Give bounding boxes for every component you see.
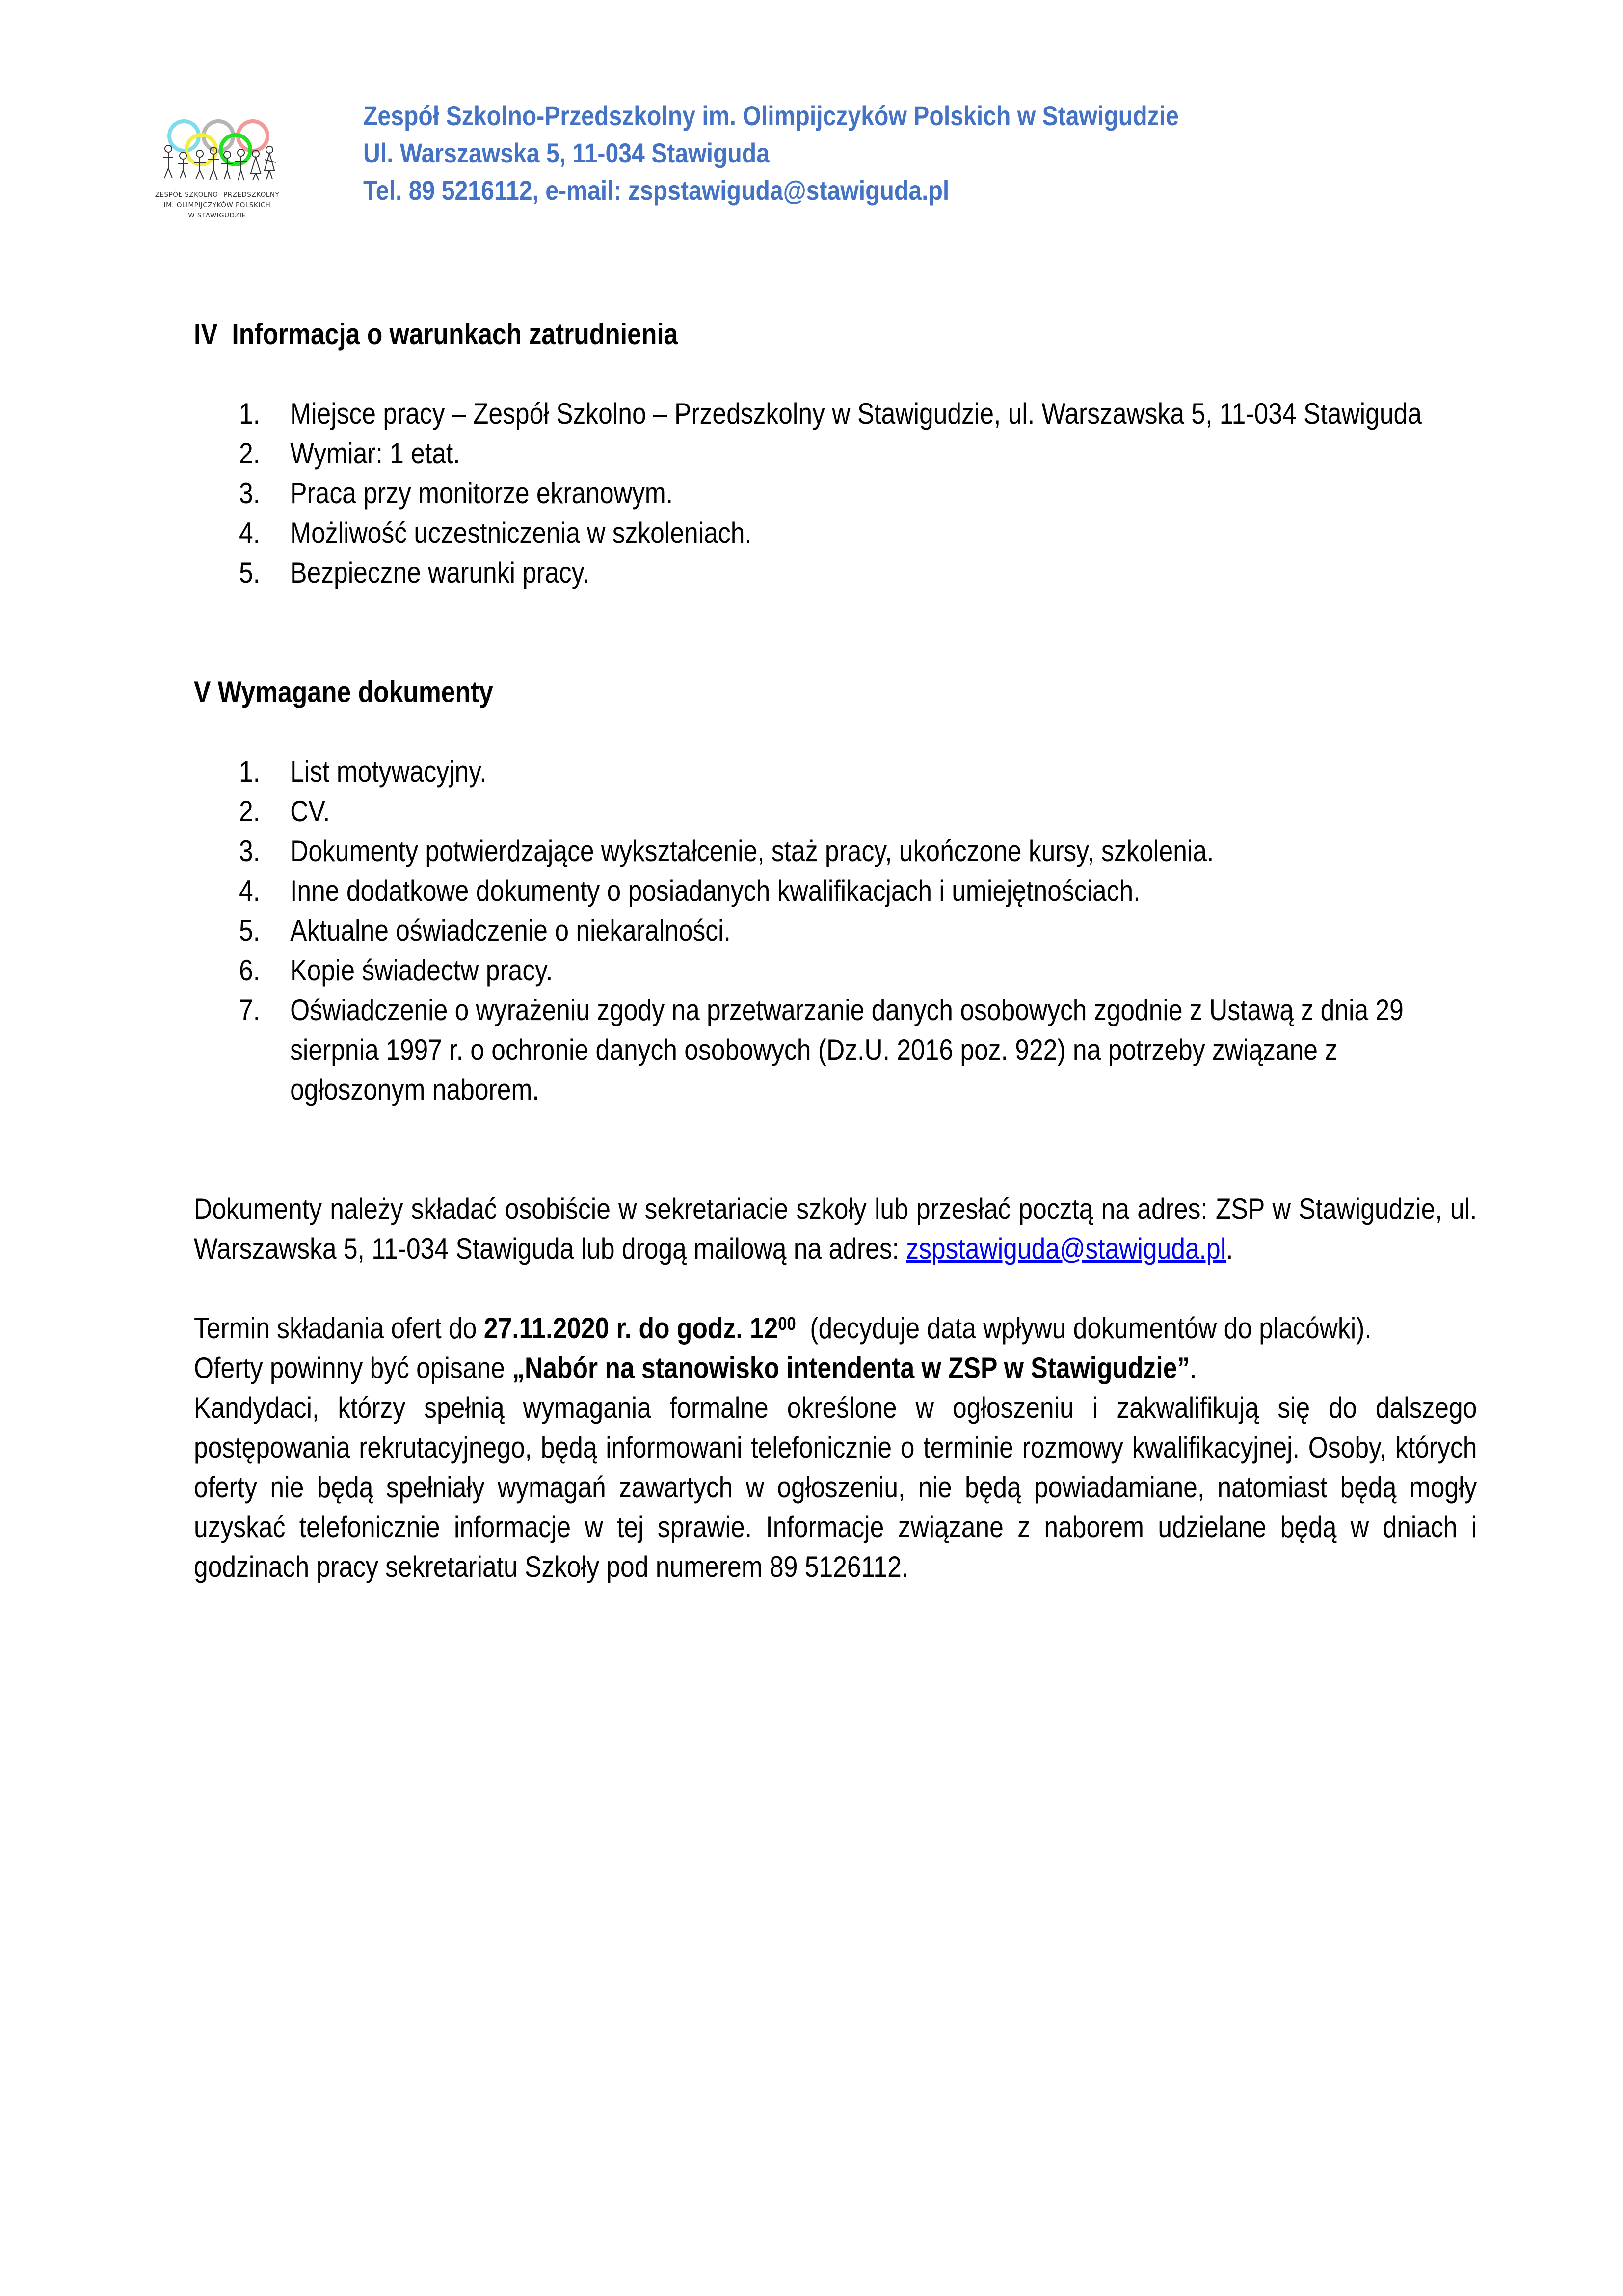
school-logo [155, 115, 280, 226]
list-item: 1. Miejsce pracy – Zespół Szkolno – Przedszkolny w Stawigudzie, ul. Warszawska 5, 11-034 Stawiguda [239, 397, 1422, 430]
list-item: 6. Kopie świadectw pracy. [239, 954, 553, 987]
document-body [194, 314, 1477, 1587]
list-item: 5. Aktualne oświadczenie o niekaralności. [239, 914, 731, 947]
submission-paragraph: Dokumenty należy składać osobiście w sekretariacie szkoły lub przesłać pocztą na adres: ZSP w Stawigudzie, ul. Warszawska 5, 11-034 Stawiguda lub drogą mailową na adres: zspstawiguda@stawiguda.pl. [194, 1192, 1477, 1265]
list-item: 3. Dokumenty potwierdzające wykształcenie, staż pracy, ukończone kursy, szkolenia. [239, 835, 1214, 867]
school-contact: Tel. 89 5216112, e-mail: zspstawiguda@stawiguda.pl [363, 175, 950, 206]
closing-paragraph: Kandydaci, którzy spełnią wymagania formalne określone w ogłoszeniu i zakwalifikują się do dalszego postępowania rekrutacyjnego, będą informowani telefonicznie o terminie rozmowy kwalifikacyjnej. Osoby, których oferty nie będą spełniały wymagań zawartych w ogłoszeniu, nie będą powiadamiane, natomiast będą mogły uzyskać telefonicznie informacje w tej sprawie. Informacje związane z naborem udzielane będą w dniach i godzinach pracy sekretariatu Szkoły pod numerem 89 5126112. [194, 1391, 1477, 1583]
list-item: 4. Inne dodatkowe dokumenty o posiadanych kwalifikacjach i umiejętnościach. [239, 874, 1141, 907]
required-documents-list [194, 752, 1477, 1109]
letterhead [363, 97, 1179, 209]
list-item: 3. Praca przy monitorze ekranowym. [239, 477, 673, 510]
list-item: 4. Możliwość uczestniczenia w szkoleniach. [239, 516, 752, 549]
list-item: 2. Wymiar: 1 etat. [239, 437, 460, 470]
email-link[interactable]: zspstawiguda@stawiguda.pl [906, 1232, 1226, 1265]
list-item: 2. CV. [239, 795, 330, 828]
employment-conditions-list [194, 394, 1477, 593]
offer-label: „Nabór na stanowisko intendenta w ZSP w Stawigudzie” [512, 1351, 1190, 1384]
olympic-rings-children-icon [155, 115, 280, 189]
logo-caption: ZESPÓŁ SZKOLNO- PRZEDSZKOLNY IM. OLIMPIJCZYKÓW POLSKICH W STAWIGUDZIE [155, 191, 280, 219]
list-item: 7. Oświadczenie o wyrażeniu zgody na przetwarzanie danych osobowych zgodnie z Ustawą z dnia 29 sierpnia 1997 r. o ochronie danych osobowych (Dz.U. 2016 poz. 922) na potrzeby związane z ogłoszonym naborem. [239, 994, 1404, 1106]
section-iv-title: IV Informacja o warunkach zatrudnienia [194, 318, 678, 351]
label-instruction: Oferty powinny być opisane „Nabór na stanowisko intendenta w ZSP w Stawigudzie”. [194, 1351, 1197, 1384]
deadline-paragraph: Termin składania ofert do 27.11.2020 r. do godz. $12^{00}$ (decyduje data wpływu dokumentów do placówki). [194, 1312, 1372, 1345]
school-name: Zespół Szkolno-Przedszkolny im. Olimpijczyków Polskich w Stawigudzie [363, 100, 1179, 131]
school-address: Ul. Warszawska 5, 11-034 Stawiguda [363, 137, 770, 168]
deadline-date: 27.11.2020 r. do godz. 12 [483, 1312, 778, 1345]
list-item: 1. List motywacyjny. [239, 755, 487, 788]
deadline-minutes: 00 [778, 1314, 796, 1334]
section-v-title: V Wymagane dokumenty [194, 675, 493, 708]
list-item: 5. Bezpieczne warunki pracy. [239, 556, 590, 589]
